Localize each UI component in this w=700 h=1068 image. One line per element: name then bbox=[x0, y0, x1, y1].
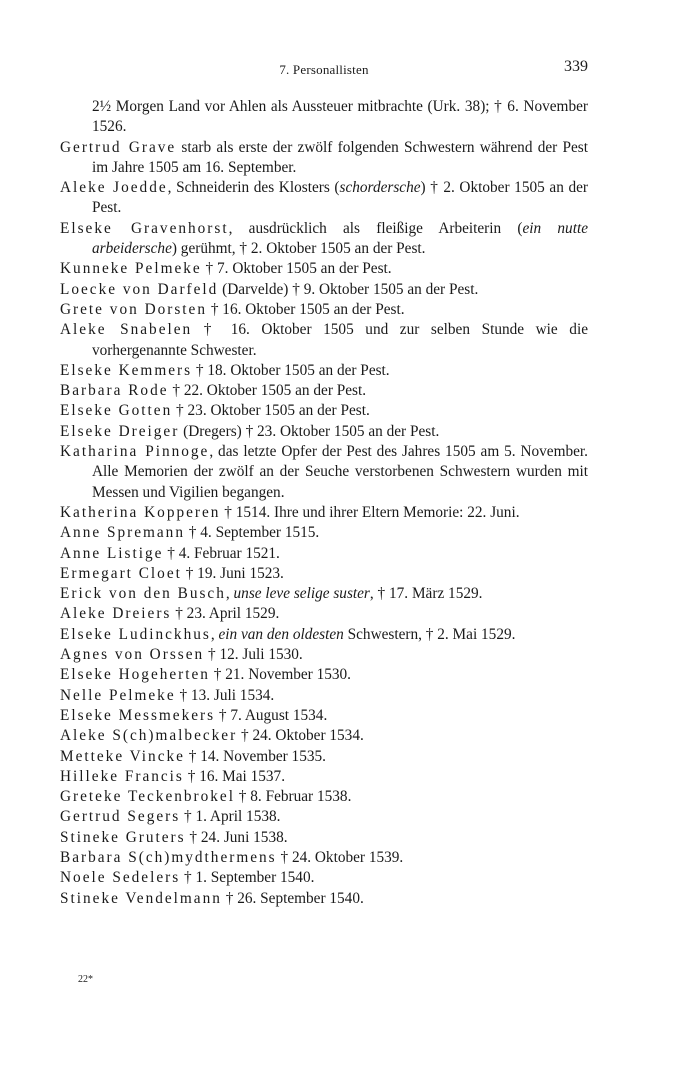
person-name: Aleke Joedde bbox=[60, 179, 168, 197]
person-name: Grete von Dorsten bbox=[60, 300, 207, 318]
list-entry bbox=[60, 726, 588, 746]
entry-text: † 22. Oktober 1505 an der Pest. bbox=[168, 382, 367, 400]
entry-text: (Darvelde) † 9. Oktober 1505 an der Pest. bbox=[218, 280, 479, 298]
entry-text: , das letzte Opfer der Pest des Jahres 1505 am 5. November. Alle Memorien der zwölf an der Seuche verstorbenen Schwestern wurden mit Messen und Vigilien begangen. bbox=[92, 443, 588, 501]
list-entry bbox=[60, 178, 588, 219]
list-entry bbox=[60, 807, 588, 827]
person-name: Elseke Kemmers bbox=[60, 361, 193, 379]
signature-mark: 22* bbox=[78, 974, 93, 985]
entry-text: † 1. April 1538. bbox=[180, 808, 281, 826]
person-name: Metteke Vincke bbox=[60, 747, 185, 765]
quoted-source-term: schordersche bbox=[339, 179, 421, 197]
list-entry bbox=[60, 868, 588, 888]
entry-text: ) gerühmt, † 2. Oktober 1505 an der Pest. bbox=[171, 240, 426, 258]
list-entry bbox=[60, 422, 588, 442]
list-entry bbox=[60, 686, 588, 706]
entry-text: † 4. September 1515. bbox=[184, 524, 320, 542]
list-entry bbox=[60, 889, 588, 909]
list-entry bbox=[60, 848, 588, 868]
list-entry bbox=[60, 381, 588, 401]
quoted-source-term: ein van den oldesten bbox=[218, 625, 344, 643]
list-entry bbox=[60, 564, 588, 584]
entry-text: 2½ Morgen Land vor Ahlen als Aussteuer mitbrachte (Urk. 38); † 6. November 1526. bbox=[92, 98, 588, 136]
person-name: Stineke Gruters bbox=[60, 828, 186, 846]
entry-text: † 16. Oktober 1505 und zur selben Stunde wie die vorhergenannte Schwester. bbox=[92, 321, 588, 359]
person-name: Anne Spremann bbox=[60, 524, 185, 542]
person-name: Aleke Snabelen bbox=[60, 321, 193, 339]
entry-text: † 1514. Ihre und ihrer Eltern Memorie: 22. Juni. bbox=[220, 503, 520, 521]
entry-text: † 8. Februar 1538. bbox=[234, 788, 352, 806]
person-name: Nelle Pelmeke bbox=[60, 686, 176, 704]
person-name: Erick von den Busch bbox=[60, 585, 226, 603]
person-name: Elseke Gotten bbox=[60, 402, 173, 420]
person-name: Ermegart Cloet bbox=[60, 564, 182, 582]
quoted-source-term: ein nutte arbeidersche bbox=[92, 219, 588, 258]
list-entry-continuation bbox=[60, 97, 588, 138]
entry-text: † 24. Oktober 1539. bbox=[276, 848, 404, 866]
person-name: Aleke Dreiers bbox=[60, 605, 172, 623]
list-entry bbox=[60, 645, 588, 665]
person-name: Hilleke Francis bbox=[60, 767, 184, 785]
list-entry bbox=[60, 300, 588, 320]
entry-text: † 7. August 1534. bbox=[215, 706, 328, 724]
personnel-list bbox=[60, 97, 588, 909]
entry-text: † 1. September 1540. bbox=[180, 869, 315, 887]
list-entry bbox=[60, 828, 588, 848]
person-name: Gertrud Segers bbox=[60, 808, 181, 826]
entry-text: † 24. Oktober 1534. bbox=[237, 727, 364, 745]
list-entry bbox=[60, 787, 588, 807]
list-entry bbox=[60, 584, 588, 604]
list-entry bbox=[60, 219, 588, 260]
person-name: Kunneke Pelmeke bbox=[60, 260, 202, 278]
running-head bbox=[60, 58, 588, 82]
entry-text: † 26. September 1540. bbox=[221, 889, 364, 907]
running-title: 7. Personallisten bbox=[279, 62, 369, 77]
person-name: Elseke Dreiger bbox=[60, 422, 180, 440]
entry-text: , † 17. März 1529. bbox=[369, 585, 483, 603]
entry-text: ) † 2. Oktober 1505 an der Pest. bbox=[92, 179, 588, 217]
entry-text: † 21. November 1530. bbox=[209, 666, 352, 684]
person-name: Anne Listige bbox=[60, 544, 164, 562]
entry-text: starb als erste der zwölf folgenden Schwestern während der Pest im Jahre 1505 am 16. September. bbox=[92, 138, 588, 176]
person-name: Elseke Hogeherten bbox=[60, 666, 210, 684]
entry-text: , Schneiderin des Klosters ( bbox=[167, 179, 340, 197]
entry-text: † 4. Februar 1521. bbox=[163, 544, 280, 562]
list-entry bbox=[60, 503, 588, 523]
list-entry bbox=[60, 280, 588, 300]
person-name: Stineke Vendelmann bbox=[60, 889, 222, 907]
list-entry bbox=[60, 706, 588, 726]
entry-text: † 23. Oktober 1505 an der Pest. bbox=[172, 402, 370, 420]
list-entry bbox=[60, 747, 588, 767]
person-name: Greteke Teckenbrokel bbox=[60, 788, 235, 806]
entry-text: † 12. Juli 1530. bbox=[204, 646, 303, 664]
person-name: Loecke von Darfeld bbox=[60, 280, 219, 298]
person-name: Barbara S(ch)mydthermens bbox=[60, 848, 277, 866]
entry-text: † 13. Juli 1534. bbox=[175, 686, 275, 704]
entry-text: , bbox=[225, 585, 234, 603]
list-entry bbox=[60, 767, 588, 787]
person-name: Katherina Kopperen bbox=[60, 503, 221, 521]
person-name: Elseke Messmekers bbox=[60, 706, 216, 724]
person-name: Elseke Gravenhorst bbox=[60, 219, 229, 237]
person-name: Gertrud Grave bbox=[60, 138, 177, 156]
page-number: 339 bbox=[564, 58, 588, 75]
person-name: Barbara Rode bbox=[60, 382, 169, 400]
entry-text: † 24. Juni 1538. bbox=[185, 828, 288, 846]
entry-text: † 19. Juni 1523. bbox=[181, 564, 284, 582]
entry-text: Schwestern, † 2. Mai 1529. bbox=[343, 625, 516, 643]
entry-text: † 16. Oktober 1505 an der Pest. bbox=[207, 300, 405, 318]
entry-text: (Dregers) † 23. Oktober 1505 an der Pest. bbox=[179, 422, 440, 440]
list-entry bbox=[60, 361, 588, 381]
entry-text: , ausdrücklich als fleißige Arbeiterin ( bbox=[228, 219, 523, 237]
list-entry bbox=[60, 259, 588, 279]
list-entry bbox=[60, 320, 588, 361]
list-entry bbox=[60, 138, 588, 179]
entry-text: † 23. April 1529. bbox=[171, 605, 280, 623]
entry-text: † 16. Mai 1537. bbox=[183, 767, 286, 785]
quoted-source-term: unse leve selige suster bbox=[233, 585, 370, 603]
entry-text: † 14. November 1535. bbox=[184, 747, 326, 765]
list-entry bbox=[60, 523, 588, 543]
list-entry bbox=[60, 401, 588, 421]
person-name: Katharina Pinnoge bbox=[60, 443, 210, 461]
entry-text: , bbox=[210, 625, 219, 643]
list-entry bbox=[60, 665, 588, 685]
person-name: Aleke S(ch)malbecker bbox=[60, 727, 238, 745]
list-entry bbox=[60, 625, 588, 645]
entry-text: † 7. Oktober 1505 an der Pest. bbox=[201, 260, 392, 278]
list-entry bbox=[60, 442, 588, 503]
list-entry bbox=[60, 544, 588, 564]
entry-text: † 18. Oktober 1505 an der Pest. bbox=[192, 361, 390, 379]
person-name: Noele Sedelers bbox=[60, 869, 181, 887]
person-name: Elseke Ludinckhus bbox=[60, 625, 211, 643]
list-entry bbox=[60, 604, 588, 624]
person-name: Agnes von Orssen bbox=[60, 646, 205, 664]
